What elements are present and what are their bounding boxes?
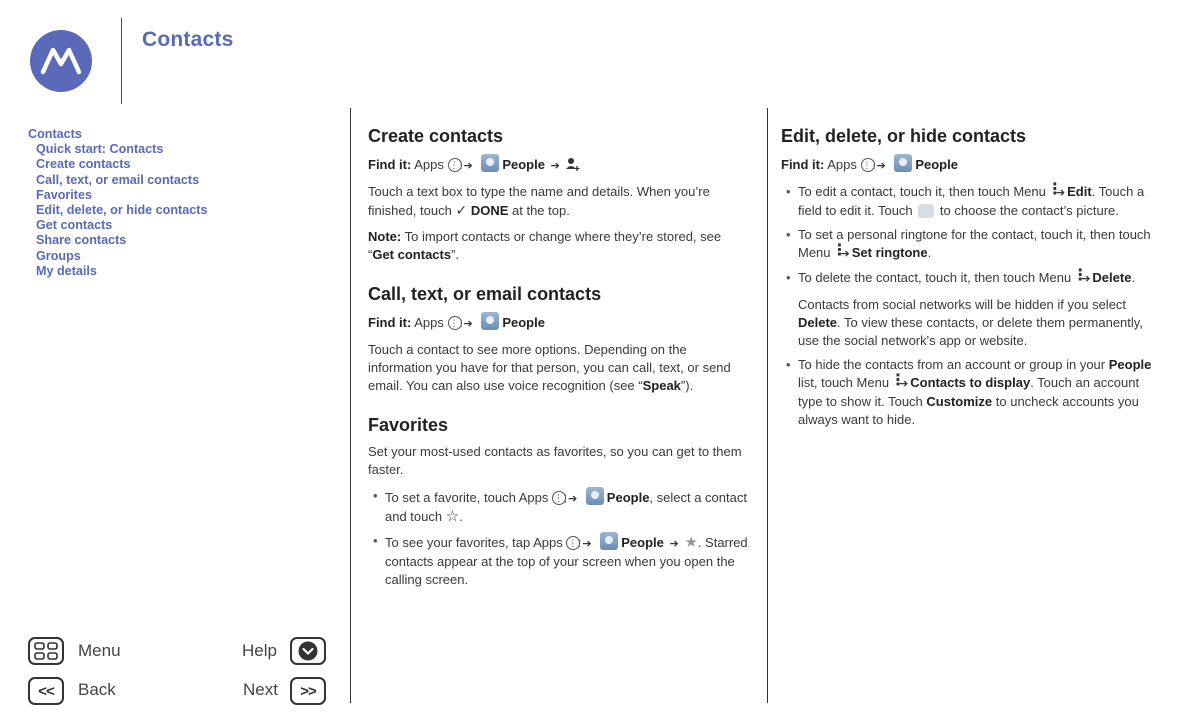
header-divider <box>121 18 122 104</box>
findit-edit <box>781 154 1166 175</box>
list-item <box>798 356 1166 429</box>
findit-call <box>368 312 748 333</box>
apps-icon <box>448 158 462 172</box>
note-text: To import contacts or change where they’re stored, see “ <box>368 229 722 262</box>
people-app-icon <box>600 532 618 550</box>
help-button[interactable] <box>290 637 326 665</box>
list-text: . Touch an account type to show it. Touch <box>798 375 1140 409</box>
arrow-icon: ➔ <box>669 538 679 550</box>
arrow-icon: ➔ <box>463 318 473 330</box>
back-button[interactable] <box>28 677 64 705</box>
arrow-icon: ➔ <box>840 248 850 260</box>
table-of-contents <box>28 127 207 279</box>
help-circle-icon <box>297 640 319 662</box>
toc-item-share-contacts[interactable]: Share contacts <box>36 233 127 248</box>
list-text: To set a personal ringtone for the contact, touch it, then touch Menu <box>798 227 1151 260</box>
toc-item-favorites[interactable]: Favorites <box>36 187 92 202</box>
list-text: . Touch a field to edit it. Touch <box>798 184 1145 218</box>
create-text-1: Touch a text box to type the name and details. When you’re finished, touch <box>368 184 710 218</box>
star-outline-icon: ☆ <box>445 508 460 525</box>
right-column <box>781 124 1166 437</box>
apps-icon <box>566 536 580 550</box>
call-text-1: Touch a contact to see more options. Depending on the information you have for that person, you can call, text, or send email. You can also use voice recognition (see “ <box>368 342 731 393</box>
favorites-text: Set your most-used contacts as favorites, so you can get to them faster. <box>368 444 742 477</box>
menu-dots-icon <box>833 246 837 260</box>
motorola-logo <box>30 30 92 92</box>
list-text: list, touch Menu <box>798 375 890 390</box>
favorites-list <box>368 487 748 589</box>
delete-label: Delete <box>798 315 838 330</box>
delete-note <box>798 296 1166 350</box>
contact-photo-icon <box>918 204 934 218</box>
menu-dots-icon <box>1073 271 1077 285</box>
list-text: to choose the contact’s picture. <box>939 203 1119 218</box>
people-label: People <box>502 157 545 172</box>
star-filled-icon: ★ <box>684 534 698 551</box>
page-title: Contacts <box>142 28 234 51</box>
toc-item-my-details[interactable]: My details <box>36 263 97 278</box>
edit-label: Edit <box>1067 184 1092 199</box>
middle-column <box>368 124 748 597</box>
people-app-icon <box>586 487 604 505</box>
arrow-icon: ➔ <box>463 160 473 172</box>
arrow-icon: ➔ <box>567 493 578 505</box>
section-heading-edit: Edit, delete, or hide contacts <box>781 126 1027 146</box>
findit-label: Find it: <box>368 315 412 330</box>
people-label: People <box>1108 357 1152 372</box>
get-contacts-link[interactable]: Get contacts <box>372 247 452 262</box>
back-label[interactable]: Back <box>78 680 116 699</box>
list-item: • To set a personal ringtone for the contact, touch it, then touch Menu⋮ ➔ Set ringtone. <box>798 226 1166 263</box>
check-icon: ✓ <box>455 202 468 218</box>
add-contact-icon <box>565 156 581 172</box>
menu-label[interactable]: Menu <box>78 641 121 660</box>
toc-item-get-contacts[interactable]: Get contacts <box>36 218 113 233</box>
list-text: To hide the contacts from an account or group in your <box>798 357 1106 372</box>
toc-item-edit-delete-hide[interactable]: Edit, delete, or hide contacts <box>36 203 208 218</box>
speak-link[interactable]: Speak <box>642 378 681 393</box>
apps-label: Apps <box>827 157 857 172</box>
list-item: • To set a favorite, touch Apps ⋮⋮ ➔ People, select a contact and touch ☆. <box>385 487 748 526</box>
contacts-to-display-label: Contacts to display <box>910 375 1031 390</box>
note-end: ”. <box>451 247 460 262</box>
call-text-end: ”). <box>680 378 694 393</box>
arrow-icon: ➔ <box>550 160 560 172</box>
done-label: DONE <box>470 203 509 218</box>
toc-item-create-contacts[interactable]: Create contacts <box>36 157 131 172</box>
apps-label: Apps <box>414 315 444 330</box>
motorola-m-icon <box>39 46 83 76</box>
double-chevron-right-icon: >> <box>300 682 316 700</box>
toc-item-groups[interactable]: Groups <box>36 248 81 263</box>
column-divider-left <box>350 108 351 703</box>
help-label[interactable]: Help <box>242 641 277 660</box>
arrow-icon: ➔ <box>1081 273 1091 285</box>
menu-dots-icon <box>891 376 895 390</box>
toc-item-call-text-email[interactable]: Call, text, or email contacts <box>36 172 200 187</box>
menu-grid-icon <box>34 642 58 660</box>
people-label: People <box>915 157 958 172</box>
list-text: To edit a contact, touch it, then touch Menu <box>798 184 1046 199</box>
create-text-2: at the top. <box>512 203 570 218</box>
list-text: To see your favorites, tap Apps <box>385 535 563 550</box>
set-ringtone-label: Set ringtone <box>851 245 928 260</box>
apps-icon <box>552 491 566 505</box>
list-text: To set a favorite, touch Apps <box>385 490 549 505</box>
apps-icon <box>861 158 875 172</box>
menu-button[interactable] <box>28 637 64 665</box>
arrow-icon: ➔ <box>899 378 909 390</box>
arrow-icon: ➔ <box>1055 187 1066 199</box>
toc-item-quick-start[interactable]: Quick start: Contacts <box>36 142 164 157</box>
findit-label: Find it: <box>368 157 412 172</box>
list-text: to uncheck accounts you always want to hide. <box>798 394 1139 427</box>
next-label[interactable]: Next <box>243 680 278 699</box>
findit-create <box>368 154 748 175</box>
people-label: People <box>606 490 650 505</box>
list-text: To delete the contact, touch it, then touch Menu <box>798 270 1072 285</box>
people-label: People <box>502 315 545 330</box>
people-app-icon <box>894 154 912 172</box>
apps-label: Apps <box>414 157 444 172</box>
apps-icon <box>448 316 462 330</box>
create-note <box>368 228 748 264</box>
section-heading-favorites: Favorites <box>368 415 449 435</box>
next-button[interactable] <box>290 677 326 705</box>
section-heading-call: Call, text, or email contacts <box>368 284 602 304</box>
delete-label: Delete <box>1092 270 1132 285</box>
section-heading-create: Create contacts <box>368 126 504 146</box>
findit-label: Find it: <box>781 157 825 172</box>
people-app-icon <box>481 312 499 330</box>
people-label: People <box>621 535 664 550</box>
arrow-icon: ➔ <box>582 538 592 550</box>
column-divider-right <box>767 108 768 703</box>
list-item: • To see your favorites, tap Apps ⋮⋮ ➔ People ➔ ★. Starred contacts appear at the top of your screen when you open the calling screen. <box>385 532 748 589</box>
note-label: Note: <box>368 229 402 244</box>
arrow-icon: ➔ <box>876 160 886 172</box>
list-item: • To delete the contact, touch it, then touch Menu⋮ ➔ Delete. Contacts from social networks will be hidden if you select Delete. To view these contacts, or delete them permanently, use the social network's app or website. <box>798 269 1166 350</box>
people-app-icon <box>481 154 499 172</box>
menu-dots-icon <box>1048 185 1052 199</box>
call-text <box>368 341 748 395</box>
customize-label: Customize <box>926 394 993 409</box>
toc-heading[interactable]: Contacts <box>28 127 82 141</box>
double-chevron-left-icon: << <box>38 682 54 700</box>
list-text: , select a contact and touch <box>385 490 747 524</box>
edit-list <box>781 183 1166 429</box>
list-item <box>798 183 1166 220</box>
create-text <box>368 183 748 220</box>
list-text: . To view these contacts, or delete them permanently, use the social network's app or website. <box>798 315 1143 348</box>
list-text: Starred contacts appear at the top of your screen when you open the calling screen. <box>385 535 748 587</box>
list-text: Contacts from social networks will be hidden if you select <box>798 297 1127 312</box>
